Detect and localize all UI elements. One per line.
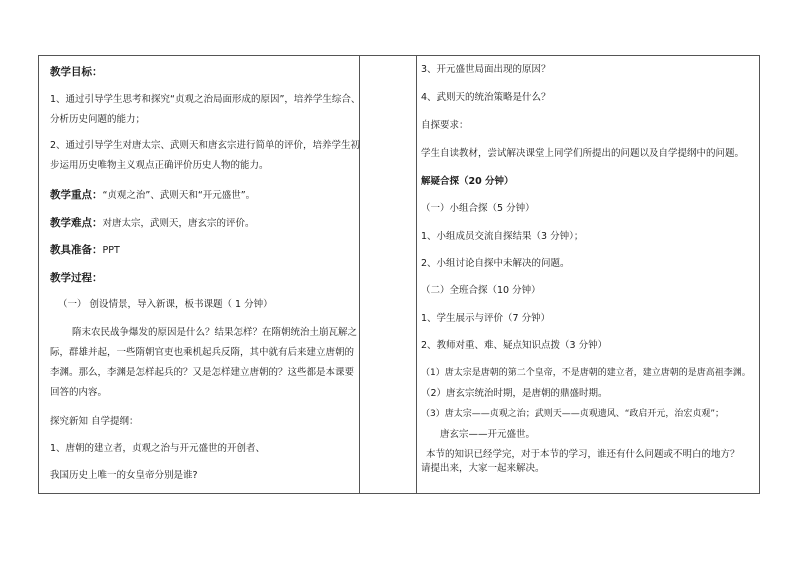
step-1: （一） 创设情景，导入新课，板书课题（ 1 分钟） — [58, 299, 273, 310]
difficult-points-label: 教学难点： — [50, 217, 103, 229]
group-discussion-heading: （一）小组合探（5 分钟） — [421, 203, 535, 214]
goal-2-line-2: 步运用历史唯物主义观点正确评价历史人物的能力。 — [50, 160, 269, 171]
self-study-label: 自探要求： — [421, 120, 469, 131]
difficult-points-text: 对唐太宗，武则天，唐玄宗的评价。 — [102, 218, 255, 229]
answer-3: （3）唐太宗——贞观之治；武则天——贞观遗风、“政启开元，治宏贞观”； — [421, 409, 725, 419]
resolve-section-heading: 解疑合探（20 分钟） — [421, 176, 514, 187]
intro-paragraph-line-4: 回答的内容。 — [50, 387, 108, 398]
key-points-label: 教学重点： — [50, 189, 103, 201]
lesson-plan-table — [38, 55, 760, 494]
question-2: 我国历史上唯一的女皇帝分别是谁? — [50, 470, 198, 481]
teaching-tools-text: PPT — [102, 245, 120, 256]
summary-line-1: 本节的知识已经学完，对于本节的学习，谁还有什么问题或不明白的地方？ — [426, 449, 740, 460]
intro-paragraph-line-3: 李渊。那么，李渊是怎样起兵的？又是怎样建立唐朝的？这些都是本课要 — [50, 367, 355, 378]
summary-line-2: 请提出来，大家一起来解决。 — [421, 463, 545, 474]
goals-heading: 教学目标： — [50, 66, 103, 78]
answer-3-continued: 唐玄宗——开元盛世。 — [440, 429, 536, 440]
class-step-2: 2、教师对重、难、疑点知识点拨（3 分钟） — [421, 340, 608, 351]
question-4: 4、武则天的统治策略是什么？ — [421, 92, 551, 103]
key-points — [50, 189, 255, 202]
question-3: 3、开元盛世局面出现的原因？ — [421, 64, 551, 75]
self-study-text: 学生自读教材，尝试解决课堂上同学们所提出的问题以及自学提纲中的问题。 — [421, 148, 745, 159]
teaching-tools-label: 教具准备： — [50, 244, 103, 256]
group-step-2: 2、小组讨论自探中未解决的问题。 — [421, 258, 570, 269]
intro-paragraph-line-2: 际，群雄并起，一些隋朝官吏也乘机起兵反隋，其中就有后来建立唐朝的 — [50, 347, 355, 358]
difficult-points — [50, 217, 255, 230]
explore-new-knowledge: 探究新知 自学提纲： — [50, 416, 139, 427]
group-step-1: 1、小组成员交流自探结果（3 分钟）； — [421, 231, 584, 242]
answer-1: （1）唐太宗是唐朝的第二个皇帝，不是唐朝的建立者，建立唐朝的是唐高祖李渊。 — [421, 368, 751, 378]
process-heading: 教学过程： — [50, 272, 103, 284]
goal-1-line-2: 分析历史问题的能力； — [50, 114, 146, 125]
answer-2: （2）唐玄宗统治时期，是唐朝的鼎盛时期。 — [421, 388, 608, 399]
key-points-text: “贞观之治”、武则天和“开元盛世”。 — [102, 190, 256, 201]
question-1: 1、唐朝的建立者，贞观之治与开元盛世的开创者、 — [50, 443, 266, 454]
class-step-1: 1、学生展示与评价（7 分钟） — [421, 313, 551, 324]
column-divider-right — [416, 55, 417, 493]
class-discussion-heading: （二）全班合探（10 分钟） — [421, 285, 541, 296]
goal-2-line-1: 2、通过引导学生对唐太宗、武则天和唐玄宗进行简单的评价，培养学生初 — [50, 140, 361, 151]
intro-paragraph-line-1: 隋末农民战争爆发的原因是什么？结果怎样？在隋朝统治土崩瓦解之 — [72, 327, 358, 338]
teaching-tools — [50, 244, 120, 257]
column-divider-left — [359, 55, 360, 493]
goal-1-line-1: 1、通过引导学生思考和探究“贞观之治局面形成的原因”，培养学生综合、 — [50, 94, 361, 105]
